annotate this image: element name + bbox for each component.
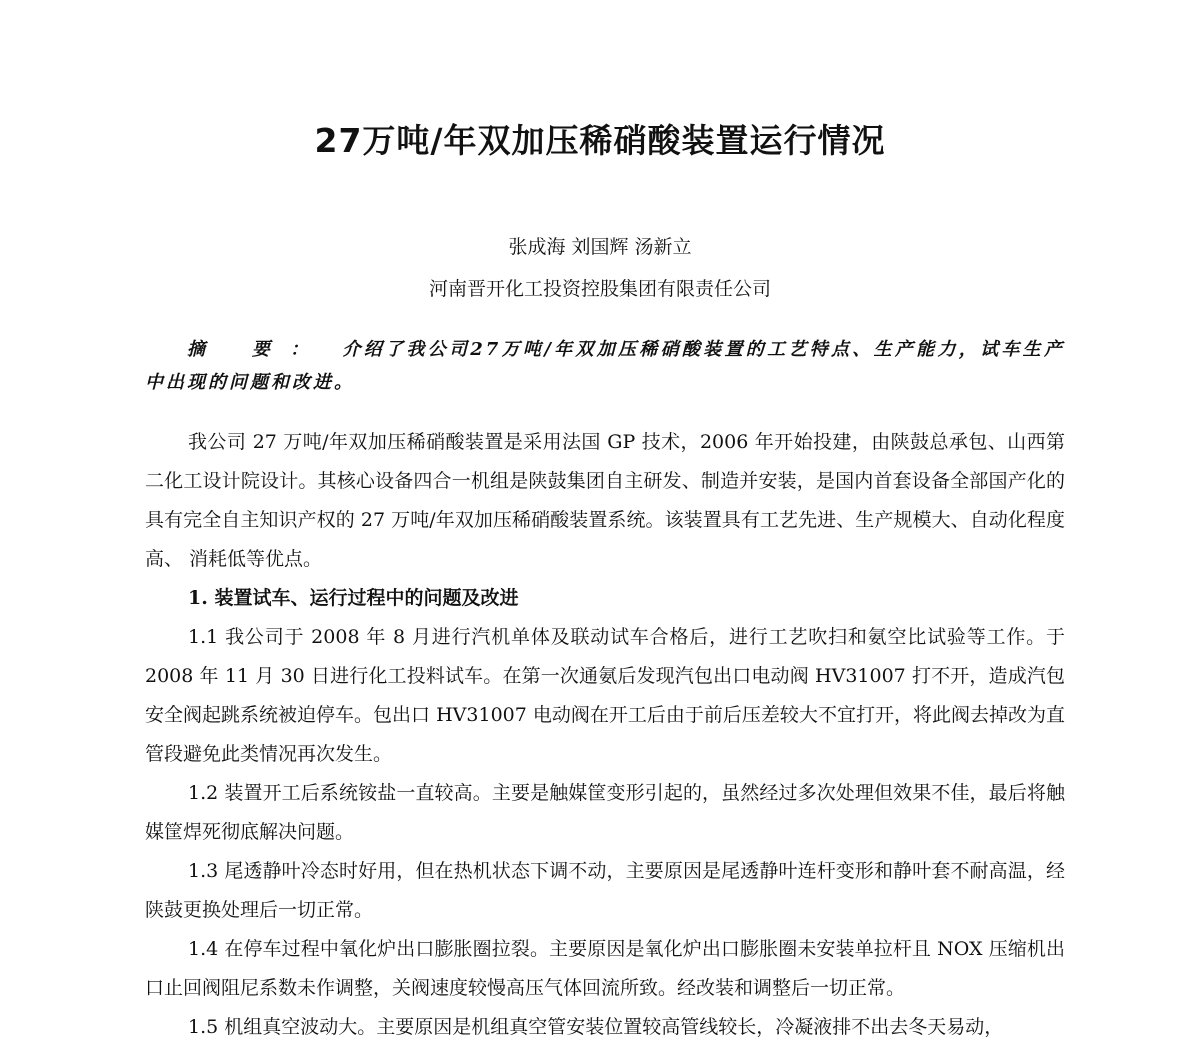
document-title: 27万吨/年双加压稀硝酸装置运行情况 (314, 121, 886, 160)
affiliation: 河南晋开化工投资控股集团有限责任公司 (428, 278, 771, 300)
paragraph: 1.4 在停车过程中氧化炉出口膨胀圈拉裂。主要原因是氧化炉出口膨胀圈未安装单拉杆且 NOX 压缩机出口止回阀阻尼系数未作调整，关阀速度较慢高压气体回流所致。经改装和调整后一切正常。 (145, 938, 1065, 999)
paragraph: 1.1 我公司于 2008 年 8 月进行汽机单体及联动试车合格后，进行工艺吹扫和氨空比试验等工作。于 2008 年 11 月 30 日进行化工投料试车。在第一次通氨后发现汽包出口电动阀 HV31007 打不开，造成汽包安全阀起跳系统被迫停车。包出口 HV31007 电动阀在开工后由于前后压差较大不宜打开，将此阀去掉改为直管段避免此类情况再次发生。 (145, 626, 1065, 765)
section-heading: 1. 装置试车、运行过程中的问题及改进 (188, 587, 519, 609)
intro-paragraph: 我公司 27 万吨/年双加压稀硝酸装置是采用法国 GP 技术，2006 年开始投建，由陕鼓总承包、山西第二化工设计院设计。其核心设备四合一机组是陕鼓集团自主研发、制造并安装，是国内首套设备全部国产化的具有完全自主知识产权的 27 万吨/年双加压稀硝酸装置系统。该装置具有工艺先进、生产规模大、自动化程度高、 消耗低等优点。 (145, 431, 1065, 570)
abstract-label: 摘 要： (187, 339, 329, 360)
abstract (145, 333, 1065, 399)
paragraph: 1.2 装置开工后系统铵盐一直较高。主要是触媒筐变形引起的，虽然经过多次处理但效果不佳，最后将触媒筐焊死彻底解决问题。 (145, 782, 1065, 843)
paragraph: 1.3 尾透静叶冷态时好用，但在热机状态下调不动，主要原因是尾透静叶连杆变形和静叶套不耐高温，经陕鼓更换处理后一切正常。 (145, 860, 1065, 921)
abstract-text: 介绍了我公司27万吨/年双加压稀硝酸装置的工艺特点、生产能力，试车生产中出现的问题和改进。 (145, 339, 1065, 393)
authors: 张成海 刘国辉 汤新立 (508, 236, 692, 258)
paragraph: 1.5 机组真空波动大。主要原因是机组真空管安装位置较高管线较长，冷凝液排不出去冬天易动， (188, 1016, 1004, 1038)
document-body (145, 423, 1065, 1047)
